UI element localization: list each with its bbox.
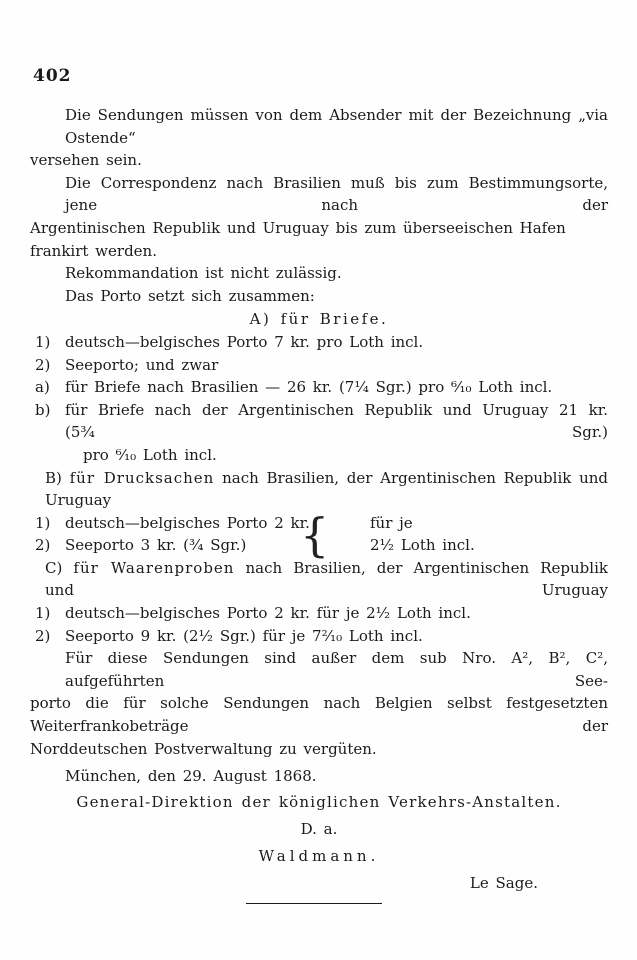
list-marker: 1) <box>35 604 51 623</box>
signature-da: D. a. <box>300 820 338 839</box>
section-b-heading <box>30 467 608 512</box>
list-marker: 2) <box>35 626 51 645</box>
list-marker: 1) <box>35 332 51 351</box>
list-text: Seeporto; und zwar <box>65 355 219 374</box>
list-text: für Briefe nach Brasilien — 26 kr. (7¹⁄₄ Sgr.) pro ⁶⁄₁₀ Loth incl. <box>65 378 553 397</box>
section-title-rest: nach Brasilien, der Argentinischen Republik und Uruguay <box>45 558 608 600</box>
list-text: Seeporto 3 kr. (³⁄₄ Sgr.) <box>65 536 247 555</box>
list-text: Seeporto 9 kr. (2¹⁄₂ Sgr.) für je 7²⁄₁₀ Loth incl. <box>65 626 423 645</box>
paragraph-line: Rekommandation ist nicht zulässig. <box>65 264 342 283</box>
signature-name: Waldmann. <box>258 847 380 865</box>
paragraph-line: Die Correspondenz nach Brasilien muß bis zum Bestimmungsorte, jene nach der <box>65 173 608 215</box>
section-marker: C) <box>45 558 63 577</box>
section-c-heading <box>30 557 608 602</box>
list-item <box>30 376 608 399</box>
paragraph-line: versehen sein. <box>30 151 142 170</box>
section-a-heading: A) für Briefe. <box>249 310 389 329</box>
list-text: für Briefe nach der Argentinischen Republik und Uruguay 21 kr. (5³⁄₄ Sgr.) <box>65 400 608 442</box>
list-text: deutsch—belgisches Porto 2 kr. <box>65 513 310 532</box>
brace-glyph: { <box>300 507 330 562</box>
signature-countersign: Le Sage. <box>469 873 538 892</box>
list-marker: 1) <box>35 513 51 532</box>
paragraph-line: Für diese Sendungen sind außer dem sub Nro. A², B², C², aufgeführten See- <box>65 649 608 690</box>
list-item <box>30 602 608 625</box>
list-marker: 2) <box>35 536 51 555</box>
section-marker: B) <box>45 468 62 487</box>
list-text: deutsch—belgisches Porto 2 kr. für je 2¹⁄₂ Loth incl. <box>65 604 471 623</box>
list-item <box>30 354 608 377</box>
section-b-items <box>30 507 608 562</box>
paragraph-line: Argentinischen Republik und Uruguay bis zum überseeischen Hafen frankirt werden. <box>30 218 566 260</box>
list-text: deutsch—belgisches Porto 7 kr. pro Loth incl. <box>65 332 424 351</box>
page-number: 402 <box>33 66 72 86</box>
text-column <box>30 104 608 904</box>
section-title: für Waarenproben <box>73 558 235 577</box>
list-item <box>30 331 608 354</box>
end-rule <box>246 903 382 904</box>
paragraph-line: porto die für solche Sendungen nach Belgien selbst festgesetzten Weiterfrankobeträge der <box>30 694 608 736</box>
list-marker: 2) <box>35 355 51 374</box>
signature-authority: General-Direktion der königlichen Verkehrs-Anstalten. <box>76 792 562 811</box>
brace-shared-text: 2¹⁄₂ Loth incl. <box>370 536 475 555</box>
list-marker: b) <box>35 400 51 419</box>
paragraph-line: Norddeutschen Postverwaltung zu vergüten. <box>30 739 377 758</box>
signature-date: München, den 29. August 1868. <box>65 767 317 786</box>
paragraph-line: Die Sendungen müssen von dem Absender mit der Bezeichnung „via Ostende“ <box>65 106 608 147</box>
section-title-rest: nach Brasilien, der Argentinischen Republik und Uruguay <box>45 468 608 510</box>
section-title: für Drucksachen <box>69 468 215 487</box>
paragraph-line: Das Porto setzt sich zusammen: <box>65 286 315 305</box>
list-marker: a) <box>35 378 50 397</box>
brace-shared-text: für je <box>370 513 413 532</box>
list-text-continuation: pro ⁶⁄₁₀ Loth incl. <box>83 445 217 464</box>
list-item <box>30 625 608 648</box>
list-item <box>30 399 608 444</box>
